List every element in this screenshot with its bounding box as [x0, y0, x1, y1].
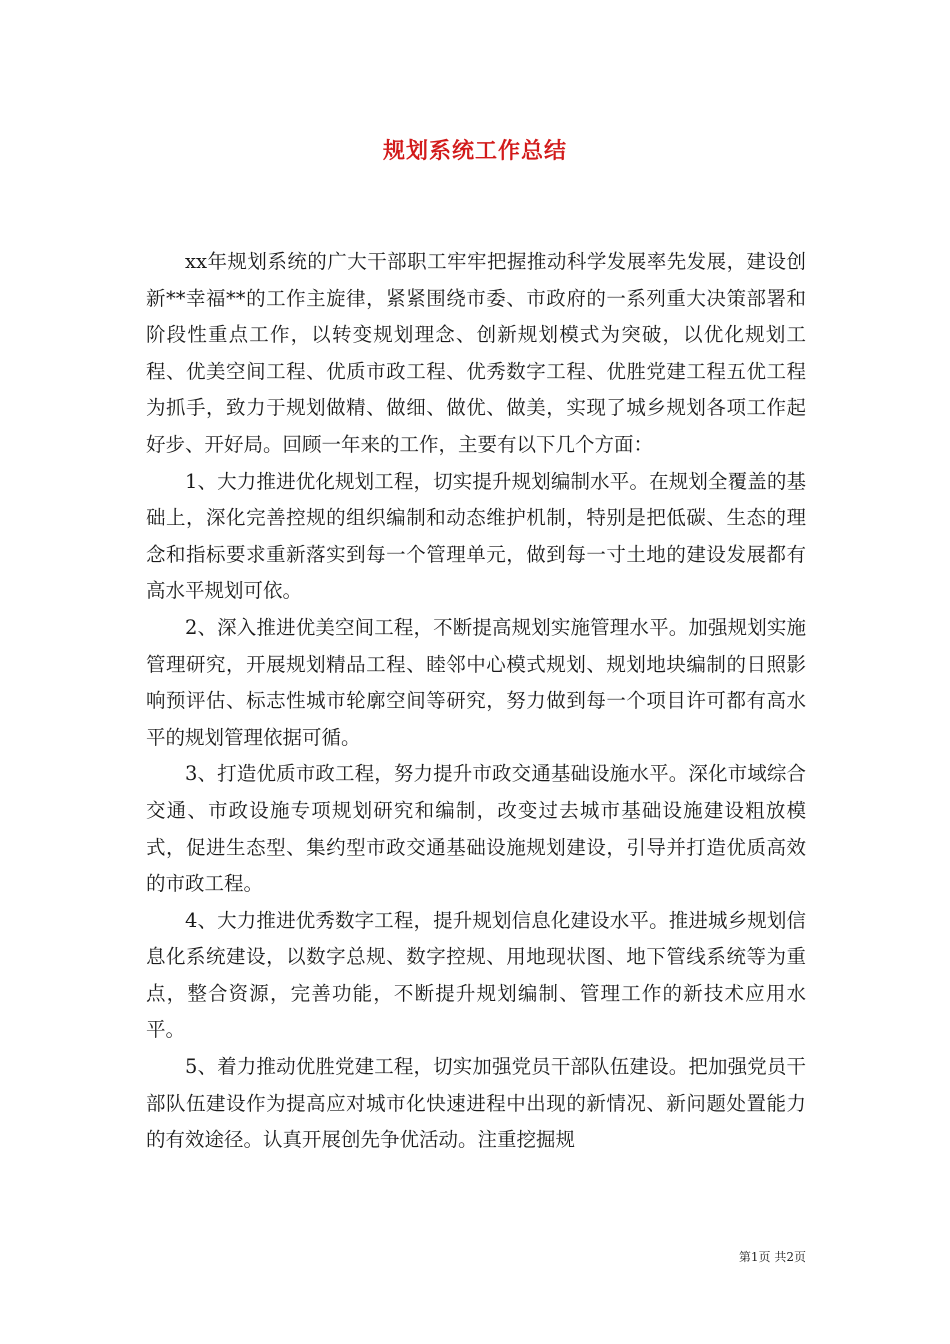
- footer-current-page: 1: [750, 1250, 759, 1264]
- paragraph-item-3: 3、打造优质市政工程，努力提升市政交通基础设施水平。深化市域综合交通、市政设施专项规划研究和编制，改变过去城市基础设施建设粗放模式，促进生态型、集约型市政交通基础设施规划建设，引导并打造优质高效的市政工程。: [146, 762, 806, 896]
- document-body: [146, 244, 806, 1159]
- document-title: 规划系统工作总结: [382, 138, 567, 164]
- paragraph-item-4: 4、大力推进优秀数字工程，提升规划信息化建设水平。推进城乡规划信息化系统建设，以数字总规、数字控规、用地现状图、地下管线系统等为重点，整合资源，完善功能，不断提升规划编制、管理工作的新技术应用水平。: [146, 908, 806, 1042]
- footer-prefix: 第: [738, 1250, 751, 1264]
- footer-suffix: 页: [793, 1250, 806, 1264]
- paragraph-intro: xx年规划系统的广大干部职工牢牢把握推动科学发展率先发展，建设创新**幸福**的工作主旋律，紧紧围绕市委、市政府的一系列重大决策部署和阶段性重点工作，以转变规划理念、创新规划模式为突破，以优化规划工程、优美空间工程、优质市政工程、优秀数字工程、优胜党建工程五优工程为抓手，致力于规划做精、做细、做优、做美，实现了城乡规划各项工作起好步、开好局。回顾一年来的工作，主要有以下几个方面：: [146, 250, 806, 456]
- footer-total-pages: 2: [786, 1250, 794, 1264]
- paragraph-item-2: 2、深入推进优美空间工程，不断提高规划实施管理水平。加强规划实施管理研究，开展规划精品工程、睦邻中心模式规划、规划地块编制的日照影响预评估、标志性城市轮廓空间等研究，努力做到每一个项目许可都有高水平的规划管理依据可循。: [146, 615, 806, 749]
- paragraph-item-1: 1、大力推进优化规划工程，切实提升规划编制水平。在规划全覆盖的基础上，深化完善控规的组织编制和动态维护机制，特别是把低碳、生态的理念和指标要求重新落实到每一个管理单元，做到每一寸土地的建设发展都有高水平规划可依。: [146, 469, 806, 603]
- paragraph-item-5: 5、着力推动优胜党建工程，切实加强党员干部队伍建设。把加强党员干部队伍建设作为提高应对城市化快速进程中出现的新情况、新问题处置能力的有效途径。认真开展创先争优活动。注重挖掘规: [146, 1055, 806, 1152]
- footer-middle: 页 共: [758, 1250, 787, 1264]
- page-number-footer: [0, 1248, 806, 1265]
